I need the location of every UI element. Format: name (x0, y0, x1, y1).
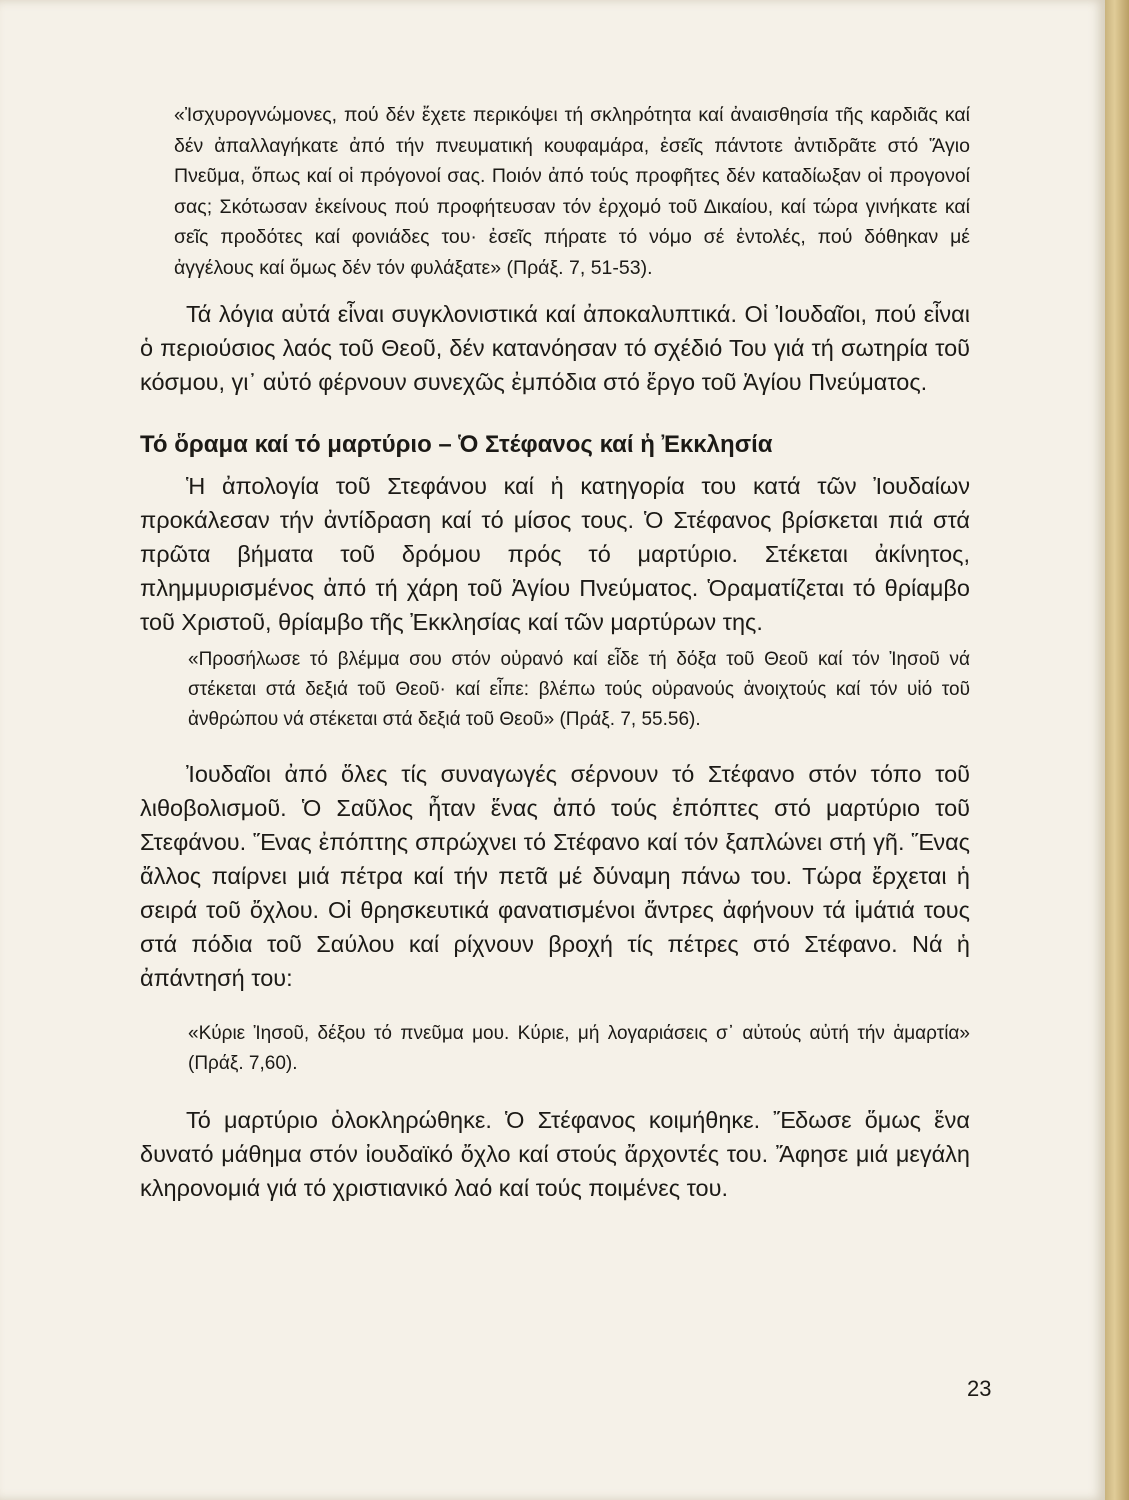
paragraph-4: Τό μαρτύριο ὁλοκληρώθηκε. Ὁ Στέφανος κοιμήθηκε. Ἔδωσε ὅμως ἕνα δυνατό μάθημα στόν ἰουδαϊκό ὄχλο καί στούς ἄρχοντές του. Ἄφησε μιά μεγάλη κληρονομιά γιά τό χριστιανικό λαό καί τούς ποιμένες του. (140, 1107, 970, 1201)
page-edge (1105, 0, 1129, 1500)
section-heading: Τό ὅραμα καί τό μαρτύριο – Ὁ Στέφανος καί ἡ Ἐκκλησία (140, 431, 773, 458)
page-number: 23 (967, 1376, 992, 1401)
quote-acts-7-55: «Προσήλωσε τό βλέμμα σου στόν οὐρανό καί εἶδε τή δόξα τοῦ Θεοῦ καί τόν Ἰησοῦ νά στέκεται στά δεξιά τοῦ Θεοῦ· καί εἶπε: βλέπω τούς οὐρανούς ἀνοιχτούς καί τόν υἱό τοῦ ἀνθρώπου νά στέκεται στά δεξιά τοῦ Θεοῦ» (Πράξ. 7, 55.56). (188, 649, 970, 730)
page-content (140, 86, 970, 1205)
paragraph-3: Ἰουδαῖοι ἀπό ὅλες τίς συναγωγές σέρνουν τό Στέφανο στόν τόπο τοῦ λιθοβολισμοῦ. Ὁ Σαῦλος ἦταν ἕνας ἀπό τούς ἐπόπτες στό μαρτύριο τοῦ Στεφάνου. Ἕνας ἐπόπτης σπρώχνει τό Στέφανο καί τόν ξαπλώνει στή γῆ. Ἕνας ἄλλος παίρνει μιά πέτρα καί τήν πετᾶ μέ δύναμη πάνω του. Τώρα ἔρχεται ἡ σειρά τοῦ ὄχλου. Οἱ θρησκευτικά φανατισμένοι ἄντρες ἀφήνουν τά ἱμάτιά τους στά πόδια τοῦ Σαύλου καί ρίχνουν βροχή τίς πέτρες στό Στέφανο. Νά ἡ ἀπάντησή του: (140, 761, 970, 991)
quote-acts-7-60: «Κύριε Ἰησοῦ, δέξου τό πνεῦμα μου. Κύριε, μή λογαριάσεις σ᾽ αὐτούς αὐτή τήν ἁμαρτία» (Πράξ. 7,60). (188, 1023, 970, 1074)
quote-acts-7-51: «Ἰσχυρογνώμονες, πού δέν ἔχετε περικόψει τή σκληρότητα καί ἀναισθησία τῆς καρδιᾶς καί δέν ἀπαλλαγήκατε ἀπό τήν πνευματική κουφαμάρα, ἐσεῖς πάντοτε ἀντιδρᾶτε στό Ἅγιο Πνεῦμα, ὅπως καί οἱ πρόγονοί σας. Ποιόν ἀπό τούς προφῆτες δέν καταδίωξαν οἱ προγονοί σας; Σκότωσαν ἐκείνους πού προφήτευσαν τόν ἐρχομό τοῦ Δικαίου, καί τώρα γινήκατε καί σεῖς προδότες καί φονιάδες του· ἐσεῖς πήρατε τό νόμο σέ ἐντολές, πού δόθηκαν μέ ἀγγέλους καί ὅμως δέν τόν φυλάξατε» (Πράξ. 7, 51-53). (174, 104, 970, 279)
paragraph-1: Τά λόγια αὐτά εἶναι συγκλονιστικά καί ἀποκαλυπτικά. Οἱ Ἰουδαῖοι, πού εἶναι ὁ περιούσιος λαός τοῦ Θεοῦ, δέν κατανόησαν τό σχέδιό Του γιά τή σωτηρία τοῦ κόσμου, γι᾽ αὐτό φέρνουν συνεχῶς ἐμπόδια στό ἔργο τοῦ Ἁγίου Πνεύματος. (140, 301, 970, 395)
paragraph-2: Ἡ ἀπολογία τοῦ Στεφάνου καί ἡ κατηγορία του κατά τῶν Ἰουδαίων προκάλεσαν τήν ἀντίδραση καί τό μίσος τους. Ὁ Στέφανος βρίσκεται πιά στά πρῶτα βήματα τοῦ δρόμου πρός τό μαρτύριο. Στέκεται ἀκίνητος, πλημμυρισμένος ἀπό τή χάρη τοῦ Ἁγίου Πνεύματος. Ὁραματίζεται τό θρίαμβο τοῦ Χριστοῦ, θρίαμβο τῆς Ἐκκλησίας καί τῶν μαρτύρων της. (140, 473, 970, 635)
